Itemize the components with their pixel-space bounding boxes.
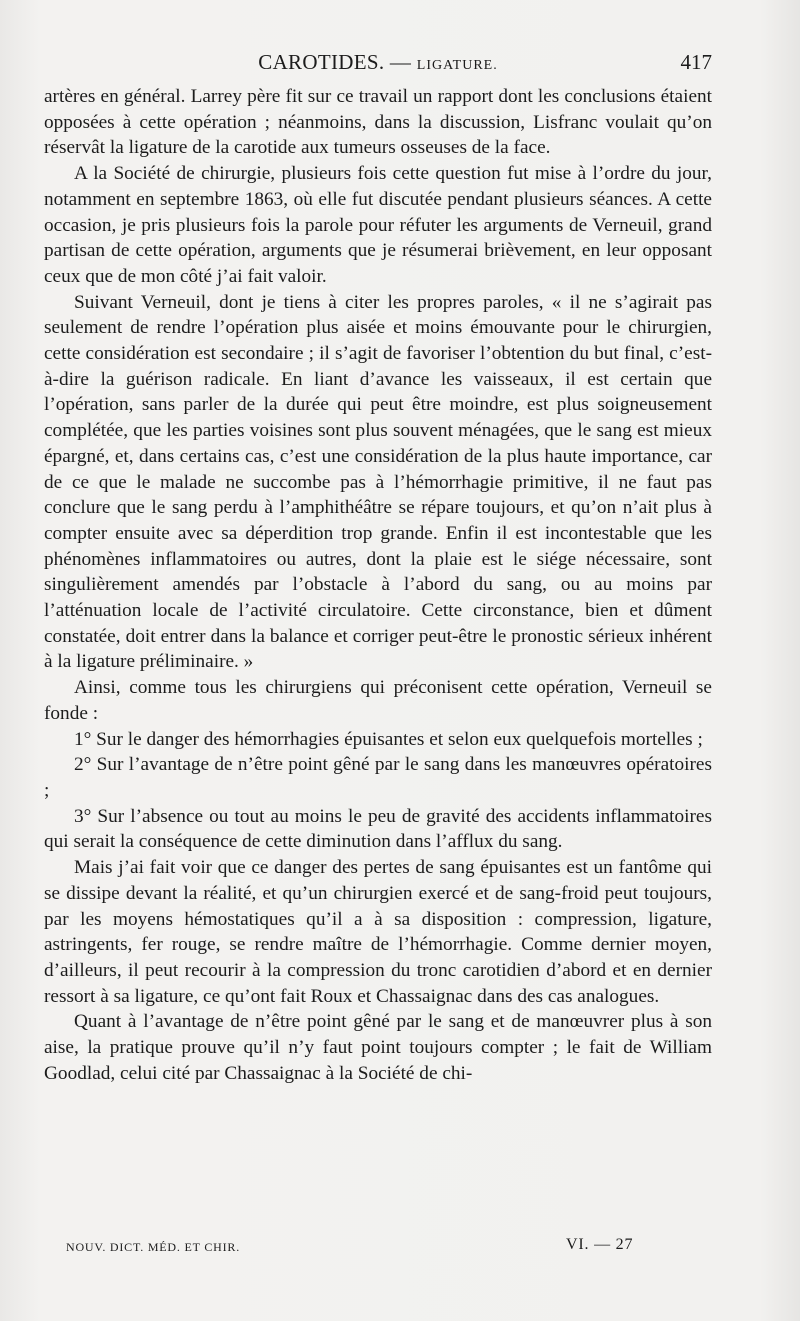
running-title-main: CAROTIDES. — xyxy=(258,50,417,74)
paragraph: 1° Sur le danger des hémorrhagies épuisantes et selon eux quelquefois mortelles ; xyxy=(74,728,703,750)
paragraph: Mais j’ai fait voir que ce danger des pertes de sang épuisantes est un fantôme qui se dissipe devant la réalité, et qu’un chirurgien exercé et de sang-froid peut toujours, par les moyens hémostatiques qu’il a à sa disposition : compression, ligature, astringents, fer rouge, se rendre maître de l’hémorrhagie. Comme dernier moyen, d’ailleurs, il peut recourir à la compression du tronc carotidien d’abord et en dernier ressort à sa ligature, ce qu’ont fait Roux et Chassaignac dans des cas analogues. xyxy=(44,857,712,1007)
paragraph: A la Société de chirurgie, plusieurs fois cette question fut mise à l’ordre du jour, notamment en septembre 1863, où elle fut discutée pendant plusieurs séances. A cette occasion, je pris plusieurs fois la parole pour réfuter les arguments de Verneuil, grand partisan de cette opération, arguments que je résumerai brièvement, en leur opposant ceux que de mon côté j’ai fait valoir. xyxy=(44,163,712,287)
running-title xyxy=(44,50,712,75)
paragraph: Suivant Verneuil, dont je tiens à citer les propres paroles, « il ne s’agirait pas seulement de rendre l’opération plus aisée et moins émouvante pour le chirurgien, cette considération est secondaire ; il s’agit de favoriser l’obtention du but final, c’est-à-dire la guérison radicale. En liant d’avance les vaisseaux, il est certain que l’opération, sans parler de la durée qui peut être moindre, est plus soigneusement complétée, que les parties voisines sont plus souvent ménagées, que le sang est mieux épargné, et, dans certains cas, c’est une considération de la plus haute importance, car de ce que le malade ne succombe pas à l’hémorrhagie primitive, il ne faut pas conclure que le sang perdu à l’amphithéâtre se répare toujours, et qu’on n’ait plus à compter ensuite avec sa déperdition trop grande. Enfin il est incontestable que les phénomènes inflammatoires ou autres, dont la plaie est le siége nécessaire, sont singulièrement amendés par l’obstacle à l’abord du sang, ou au moins par l’atténuation locale de l’activité circulatoire. Cette circonstance, bien et dûment constatée, doit entrer dans la balance et corriger peut-être le pronostic sérieux inhérent à la ligature préliminaire. » xyxy=(44,291,712,673)
footer-signature: NOUV. DICT. MÉD. ET CHIR. xyxy=(66,1240,241,1254)
body-text xyxy=(44,84,712,1086)
paragraph: artères en général. Larrey père fit sur ce travail un rapport dont les conclusions étaient opposées à cette opération ; néanmoins, dans la discussion, Lisfranc voulait qu’on réservât la ligature de la carotide aux tumeurs osseuses de la face. xyxy=(44,86,712,159)
running-header xyxy=(44,50,712,80)
page-footer xyxy=(44,1236,712,1260)
paragraph: Ainsi, comme tous les chirurgiens qui préconisent cette opération, Verneuil se fonde : xyxy=(44,677,712,724)
running-title-sub: LIGATURE. xyxy=(416,58,498,73)
paragraph: 3° Sur l’absence ou tout au moins le peu de gravité des accidents inflammatoires qui serait la conséquence de cette diminution dans l’afflux du sang. xyxy=(44,805,712,853)
paragraph: 2° Sur l’avantage de n’être point gêné par le sang dans les manœuvres opératoires ; xyxy=(44,754,712,801)
paragraph: Quant à l’avantage de n’être point gêné par le sang et de manœuvrer plus à son aise, la pratique prouve qu’il n’y faut point toujours compter ; le fait de William Goodlad, celui cité par Chassaignac à la Société de chi- xyxy=(44,1011,712,1084)
page-number: 417 xyxy=(680,50,712,74)
footer-volume-mark: VI. — 27 xyxy=(566,1236,634,1253)
